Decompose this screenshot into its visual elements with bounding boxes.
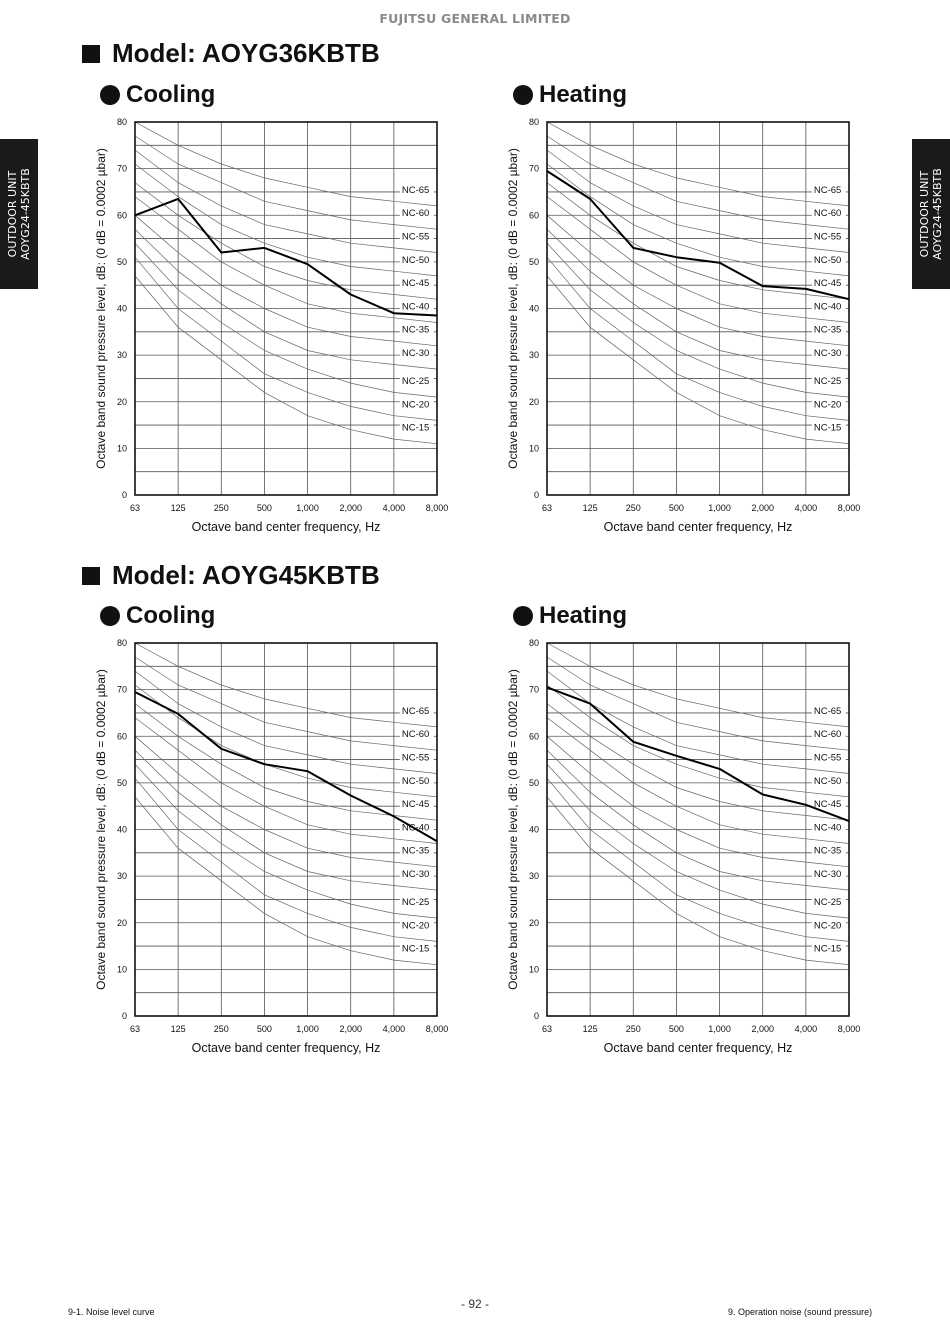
noise-chart-heating-1 — [502, 112, 862, 542]
nc-curve-label: NC-15 — [401, 943, 430, 955]
y-tick-label: 40 — [116, 303, 127, 314]
nc-curve — [135, 215, 437, 345]
nc-curve-label: NC-20 — [813, 920, 842, 932]
model-title-2 — [82, 560, 380, 591]
nc-curve-label: NC-35 — [813, 845, 842, 857]
model-title-1 — [82, 38, 380, 69]
page-number: - 92 - — [460, 1297, 489, 1311]
nc-curve-label: NC-30 — [813, 869, 842, 881]
x-tick-label: 63 — [129, 503, 141, 513]
nc-curve-label: NC-60 — [401, 208, 430, 220]
nc-curve-label: NC-50 — [401, 775, 430, 787]
nc-curve — [547, 243, 849, 397]
measured-noise-line — [547, 171, 849, 299]
side-tab-line2: AOYG24-45KBTB — [19, 168, 32, 260]
x-tick-label: 250 — [213, 503, 229, 513]
measured-noise-line — [547, 687, 849, 821]
nc-curve-label: NC-20 — [401, 920, 430, 932]
y-tick-label: 50 — [116, 777, 127, 788]
nc-curve — [547, 736, 849, 867]
y-tick-label: 60 — [528, 731, 539, 742]
x-tick-label: 500 — [668, 1024, 684, 1034]
nc-curve-label: NC-40 — [813, 301, 842, 313]
nc-curve — [135, 736, 437, 867]
model-title-text: Model: AOYG45KBTB — [112, 560, 380, 590]
y-tick-label: 10 — [116, 443, 127, 454]
nc-curve-label: NC-65 — [401, 184, 430, 196]
model-title-text: Model: AOYG36KBTB — [112, 38, 380, 68]
nc-curve-label: NC-40 — [813, 822, 842, 834]
y-axis-title: Octave band sound pressure level, dB: (0 dB = 0.0002 µbar) — [506, 148, 520, 469]
nc-curve — [135, 764, 437, 918]
side-tab-left — [0, 139, 38, 289]
nc-curve-label: NC-50 — [813, 775, 842, 787]
circle-bullet-icon — [100, 85, 120, 105]
x-tick-label: 8,000 — [837, 503, 861, 513]
noise-chart-cooling-1 — [90, 112, 450, 542]
side-tab-line1: OUTDOOR UNIT — [918, 170, 931, 258]
y-tick-label: 80 — [116, 638, 127, 648]
nc-curve — [547, 122, 849, 206]
nc-curve-label: NC-35 — [401, 845, 430, 857]
chart-title-text: Heating — [539, 81, 628, 108]
nc-curve — [547, 643, 849, 727]
y-tick-label: 80 — [528, 117, 539, 127]
nc-curve — [135, 164, 437, 276]
chart-title-heating-2 — [513, 602, 627, 630]
y-tick-label: 10 — [116, 964, 127, 975]
square-bullet-icon — [82, 45, 100, 63]
x-tick-label: 1,000 — [296, 503, 319, 513]
nc-curve-label: NC-40 — [401, 301, 430, 313]
side-tab-right — [912, 139, 950, 289]
y-tick-label: 50 — [528, 256, 539, 267]
nc-curve-label: NC-55 — [813, 231, 842, 243]
nc-curve — [135, 243, 437, 397]
x-tick-label: 2,000 — [751, 1024, 774, 1034]
x-axis-title: Octave band center frequency, Hz — [603, 520, 793, 534]
y-tick-label: 0 — [121, 490, 127, 500]
nc-curve — [135, 685, 437, 797]
x-tick-label: 63 — [541, 1024, 553, 1034]
nc-curve-label: NC-65 — [401, 705, 430, 717]
y-tick-label: 20 — [116, 917, 127, 928]
nc-curve-label: NC-45 — [813, 799, 842, 811]
nc-curve-label: NC-15 — [813, 943, 842, 955]
nc-curve-label: NC-65 — [813, 184, 842, 196]
x-tick-label: 1,000 — [708, 1024, 731, 1034]
y-tick-label: 50 — [116, 256, 127, 267]
x-tick-label: 125 — [582, 1024, 598, 1034]
nc-curve-label: NC-50 — [401, 254, 430, 266]
nc-curve — [547, 685, 849, 797]
nc-curve-label: NC-50 — [813, 254, 842, 266]
x-tick-label: 250 — [213, 1024, 229, 1034]
nc-curve-label: NC-35 — [813, 324, 842, 336]
chart-title-cooling-2 — [100, 602, 215, 630]
nc-curve-label: NC-45 — [813, 278, 842, 290]
x-tick-label: 1,000 — [296, 1024, 319, 1034]
chart-title-text: Heating — [539, 602, 628, 629]
nc-curve-label: NC-60 — [813, 208, 842, 220]
chart-title-text: Cooling — [126, 81, 216, 108]
circle-bullet-icon — [513, 85, 533, 105]
y-tick-label: 20 — [528, 917, 539, 928]
x-tick-label: 125 — [582, 503, 598, 513]
nc-curve-label: NC-30 — [813, 348, 842, 360]
y-tick-label: 30 — [116, 871, 127, 882]
y-tick-label: 20 — [528, 396, 539, 407]
side-tab-text — [6, 168, 32, 260]
x-tick-label: 125 — [170, 503, 186, 513]
footer-right: 9. Operation noise (sound pressure) — [728, 1307, 873, 1317]
y-axis-title: Octave band sound pressure level, dB: (0 dB = 0.0002 µbar) — [506, 669, 520, 990]
y-tick-label: 70 — [116, 684, 127, 695]
x-tick-label: 4,000 — [794, 503, 818, 513]
nc-curve-label: NC-25 — [401, 897, 430, 909]
nc-curve-label: NC-15 — [401, 422, 430, 434]
x-tick-label: 4,000 — [382, 1024, 406, 1034]
nc-curve-label: NC-20 — [813, 399, 842, 411]
x-tick-label: 125 — [170, 1024, 186, 1034]
y-tick-label: 20 — [116, 396, 127, 407]
nc-curve — [547, 215, 849, 345]
y-tick-label: 0 — [533, 1011, 539, 1021]
nc-curve — [547, 775, 849, 941]
x-tick-label: 2,000 — [339, 503, 362, 513]
y-tick-label: 70 — [528, 163, 539, 174]
y-tick-label: 10 — [528, 964, 539, 975]
x-tick-label: 2,000 — [339, 1024, 362, 1034]
y-tick-label: 40 — [116, 824, 127, 835]
y-tick-label: 60 — [528, 210, 539, 221]
y-tick-label: 30 — [528, 350, 539, 361]
nc-curve-label: NC-45 — [401, 278, 430, 290]
x-tick-label: 8,000 — [837, 1024, 861, 1034]
nc-curve-label: NC-60 — [813, 729, 842, 741]
x-axis-title: Octave band center frequency, Hz — [603, 1041, 793, 1055]
nc-curve-label: NC-25 — [813, 897, 842, 909]
noise-chart-cooling-2 — [90, 633, 450, 1063]
nc-curve-label: NC-60 — [401, 729, 430, 741]
nc-curve-label: NC-25 — [401, 376, 430, 388]
x-tick-label: 4,000 — [382, 503, 406, 513]
x-axis-title: Octave band center frequency, Hz — [191, 1041, 381, 1055]
nc-curve-label: NC-55 — [401, 231, 430, 243]
y-tick-label: 80 — [116, 117, 127, 127]
y-tick-label: 10 — [528, 443, 539, 454]
nc-curve-label: NC-40 — [401, 822, 430, 834]
circle-bullet-icon — [100, 606, 120, 626]
nc-curve — [547, 254, 849, 420]
x-tick-label: 2,000 — [751, 503, 774, 513]
x-tick-label: 4,000 — [794, 1024, 818, 1034]
x-tick-label: 1,000 — [708, 503, 731, 513]
measured-noise-line — [135, 692, 437, 841]
nc-curve-label: NC-30 — [401, 869, 430, 881]
chart-title-heating-1 — [513, 81, 627, 109]
nc-curve-label: NC-55 — [813, 752, 842, 764]
y-axis-title: Octave band sound pressure level, dB: (0 dB = 0.0002 µbar) — [94, 669, 108, 990]
side-tab-text — [918, 168, 944, 260]
y-tick-label: 80 — [528, 638, 539, 648]
side-tab-line1: OUTDOOR UNIT — [6, 170, 19, 258]
y-tick-label: 40 — [528, 303, 539, 314]
x-tick-label: 63 — [129, 1024, 141, 1034]
nc-curve-label: NC-30 — [401, 348, 430, 360]
x-tick-label: 8,000 — [425, 1024, 449, 1034]
y-tick-label: 70 — [116, 163, 127, 174]
chart-title-text: Cooling — [126, 602, 216, 629]
nc-curve — [547, 764, 849, 918]
x-tick-label: 8,000 — [425, 503, 449, 513]
nc-curve-label: NC-20 — [401, 399, 430, 411]
nc-curve-label: NC-65 — [813, 705, 842, 717]
x-tick-label: 250 — [625, 503, 641, 513]
y-axis-title: Octave band sound pressure level, dB: (0 dB = 0.0002 µbar) — [94, 148, 108, 469]
x-tick-label: 500 — [668, 503, 684, 513]
y-tick-label: 30 — [528, 871, 539, 882]
circle-bullet-icon — [513, 606, 533, 626]
y-tick-label: 70 — [528, 684, 539, 695]
nc-curve — [135, 254, 437, 420]
x-tick-label: 63 — [541, 503, 553, 513]
x-tick-label: 500 — [256, 1024, 272, 1034]
x-axis-title: Octave band center frequency, Hz — [191, 520, 381, 534]
nc-curve-label: NC-55 — [401, 752, 430, 764]
x-tick-label: 250 — [625, 1024, 641, 1034]
nc-curve — [135, 643, 437, 727]
footer-left: 9-1. Noise level curve — [68, 1307, 155, 1317]
nc-curve — [135, 122, 437, 206]
nc-curve-label: NC-45 — [401, 799, 430, 811]
x-tick-label: 500 — [256, 503, 272, 513]
nc-curve-label: NC-15 — [813, 422, 842, 434]
side-tab-line2: AOYG24-45KBTB — [931, 168, 944, 260]
nc-curve — [135, 775, 437, 941]
nc-curve-label: NC-25 — [813, 376, 842, 388]
y-tick-label: 50 — [528, 777, 539, 788]
y-tick-label: 60 — [116, 210, 127, 221]
y-tick-label: 60 — [116, 731, 127, 742]
company-header: FUJITSU GENERAL LIMITED — [379, 11, 571, 26]
noise-chart-heating-2 — [502, 633, 862, 1063]
square-bullet-icon — [82, 567, 100, 585]
y-tick-label: 0 — [533, 490, 539, 500]
y-tick-label: 40 — [528, 824, 539, 835]
nc-curve-label: NC-35 — [401, 324, 430, 336]
nc-curve — [135, 704, 437, 821]
y-tick-label: 0 — [121, 1011, 127, 1021]
chart-title-cooling-1 — [100, 81, 215, 109]
y-tick-label: 30 — [116, 350, 127, 361]
